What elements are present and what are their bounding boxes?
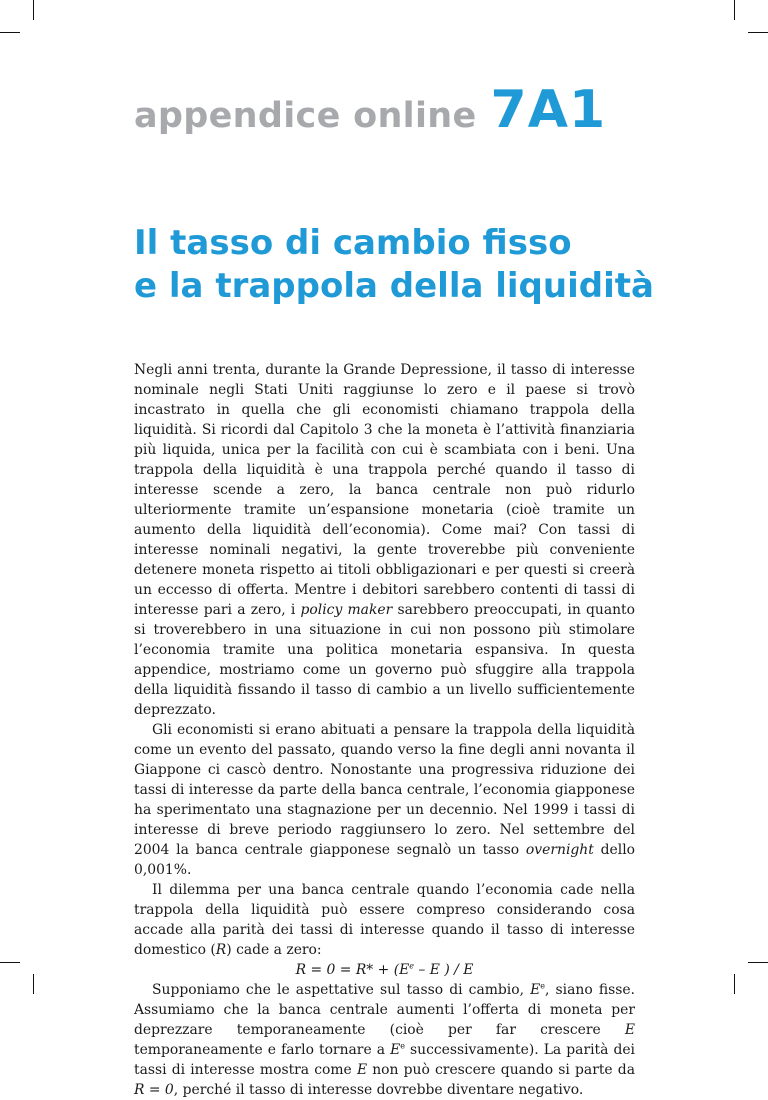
paragraph-4-text-d: successivamente). La parità dei tassi di interesse mostra come [134, 1042, 635, 1078]
interest-parity-formula [134, 960, 635, 980]
paragraph-4 [134, 980, 635, 1100]
paragraph-4-text-c: temporaneamente e farlo tornare a [134, 1042, 391, 1058]
crop-mark-bottom-left-v [33, 974, 34, 994]
paragraph-1 [134, 360, 635, 720]
paragraph-4-text-e: non può crescere quando si parte da [367, 1062, 635, 1078]
paragraph-4-var-1: E [530, 982, 541, 998]
paragraph-3 [134, 880, 635, 960]
paragraph-4-text-f: , perché il tasso di interesse dovrebbe diventare negativo. [173, 1082, 584, 1098]
paragraph-3-variable: R [215, 942, 227, 958]
paragraph-4-var-2: E [624, 1022, 635, 1038]
crop-mark-bottom-right-h [748, 962, 768, 963]
appendix-label: appendice online [134, 96, 477, 136]
paragraph-1-text-b: sarebbero preoccupati, in quanto si troverebbero in una situazione in cui non possono più stimolare l’economia tramite una politica monetaria espansiva. In questa appendice, mostriamo come un governo può sfuggire alla trappola della liquidità fissando il tasso di cambio a un livello sufficientemente deprezzato. [134, 602, 636, 718]
formula-superscript: e [409, 961, 414, 971]
paragraph-2-term: overnight [525, 842, 594, 858]
paragraph-4-var-3: E [390, 1042, 401, 1058]
paragraph-4-text-b: , siano fisse. Assumiamo che la banca centrale aumenti l’offerta di moneta per deprezzare temporaneamente (cioè per far crescere [134, 982, 635, 1038]
appendix-number: 7A1 [490, 80, 607, 140]
crop-mark-top-right-v [734, 0, 735, 20]
paragraph-4-var-4: E [356, 1062, 368, 1078]
appendix-header [134, 80, 606, 140]
paragraph-1-text-a: Negli anni trenta, durante la Grande Depressione, il tasso di interesse nominale negli Stati Uniti raggiunse lo zero e il paese si trovò incastrato in quella che gli economisti chiamano trappola della liquidità. Si ricordi dal Capitolo 3 che la moneta è l’attività finanziaria più liquida, unica per la facilità con cui è scambiata con i beni. Una trappola della liquidità è una trappola perché quando il tasso di interesse scende a zero, la banca centrale non può ridurlo ulteriormente tramite un’espansione monetaria (cioè tramite un aumento della liquidità dell’economia). Come mai? Con tassi di interesse nominali negativi, la gente troverebbe più conveniente detenere moneta rispetto ai titoli obbligazionari e per questi si creerà un eccesso di offerta. Mentre i debitori sarebbero contenti di tassi di interesse pari a zero, i [134, 362, 635, 618]
body-text [134, 360, 635, 1100]
paragraph-2 [134, 720, 635, 880]
crop-mark-top-left-h [0, 32, 20, 33]
crop-mark-bottom-left-h [0, 962, 20, 963]
paragraph-3-text-b: ) cade a zero: [226, 942, 322, 958]
paragraph-2-text-b: dello 0,001%. [134, 842, 635, 878]
crop-mark-bottom-right-v [734, 974, 735, 994]
chapter-title-line-2: e la trappola della liquidità [134, 266, 654, 306]
paragraph-3-text-a: Il dilemma per una banca centrale quando l’economia cade nella trappola della liquidità può essere compreso considerando cosa accade alla parità dei tassi di interesse quando il tasso di interesse domestico ( [134, 882, 635, 958]
paragraph-4-var-3-sup: e [400, 1041, 405, 1051]
paragraph-4-var-1-sup: e [540, 981, 545, 991]
paragraph-4-var-5: R = 0 [134, 1082, 174, 1098]
chapter-title-line-1: Il tasso di cambio fisso [134, 223, 572, 263]
paragraph-2-text-a: Gli economisti si erano abituati a pensare la trappola della liquidità come un evento del passato, quando verso la fine degli anni novanta il Giappone ci cascò dentro. Nonostante una progressiva riduzione dei tassi di interesse da parte della banca centrale, l’economia giapponese ha sperimentato una stagnazione per un decennio. Nel 1999 i tassi di interesse di breve periodo raggiunsero lo zero. Nel settembre del 2004 la banca centrale giapponese segnalò un tasso [134, 722, 635, 858]
formula-right: – E ) / E [414, 962, 474, 978]
paragraph-4-text-a: Supponiamo che le aspettative sul tasso di cambio, [152, 982, 531, 998]
chapter-title [134, 222, 654, 308]
crop-mark-top-right-h [748, 32, 768, 33]
crop-mark-top-left-v [33, 0, 34, 20]
formula-left: R = 0 = R* + (E [295, 962, 410, 978]
paragraph-1-term: policy maker [300, 602, 393, 618]
